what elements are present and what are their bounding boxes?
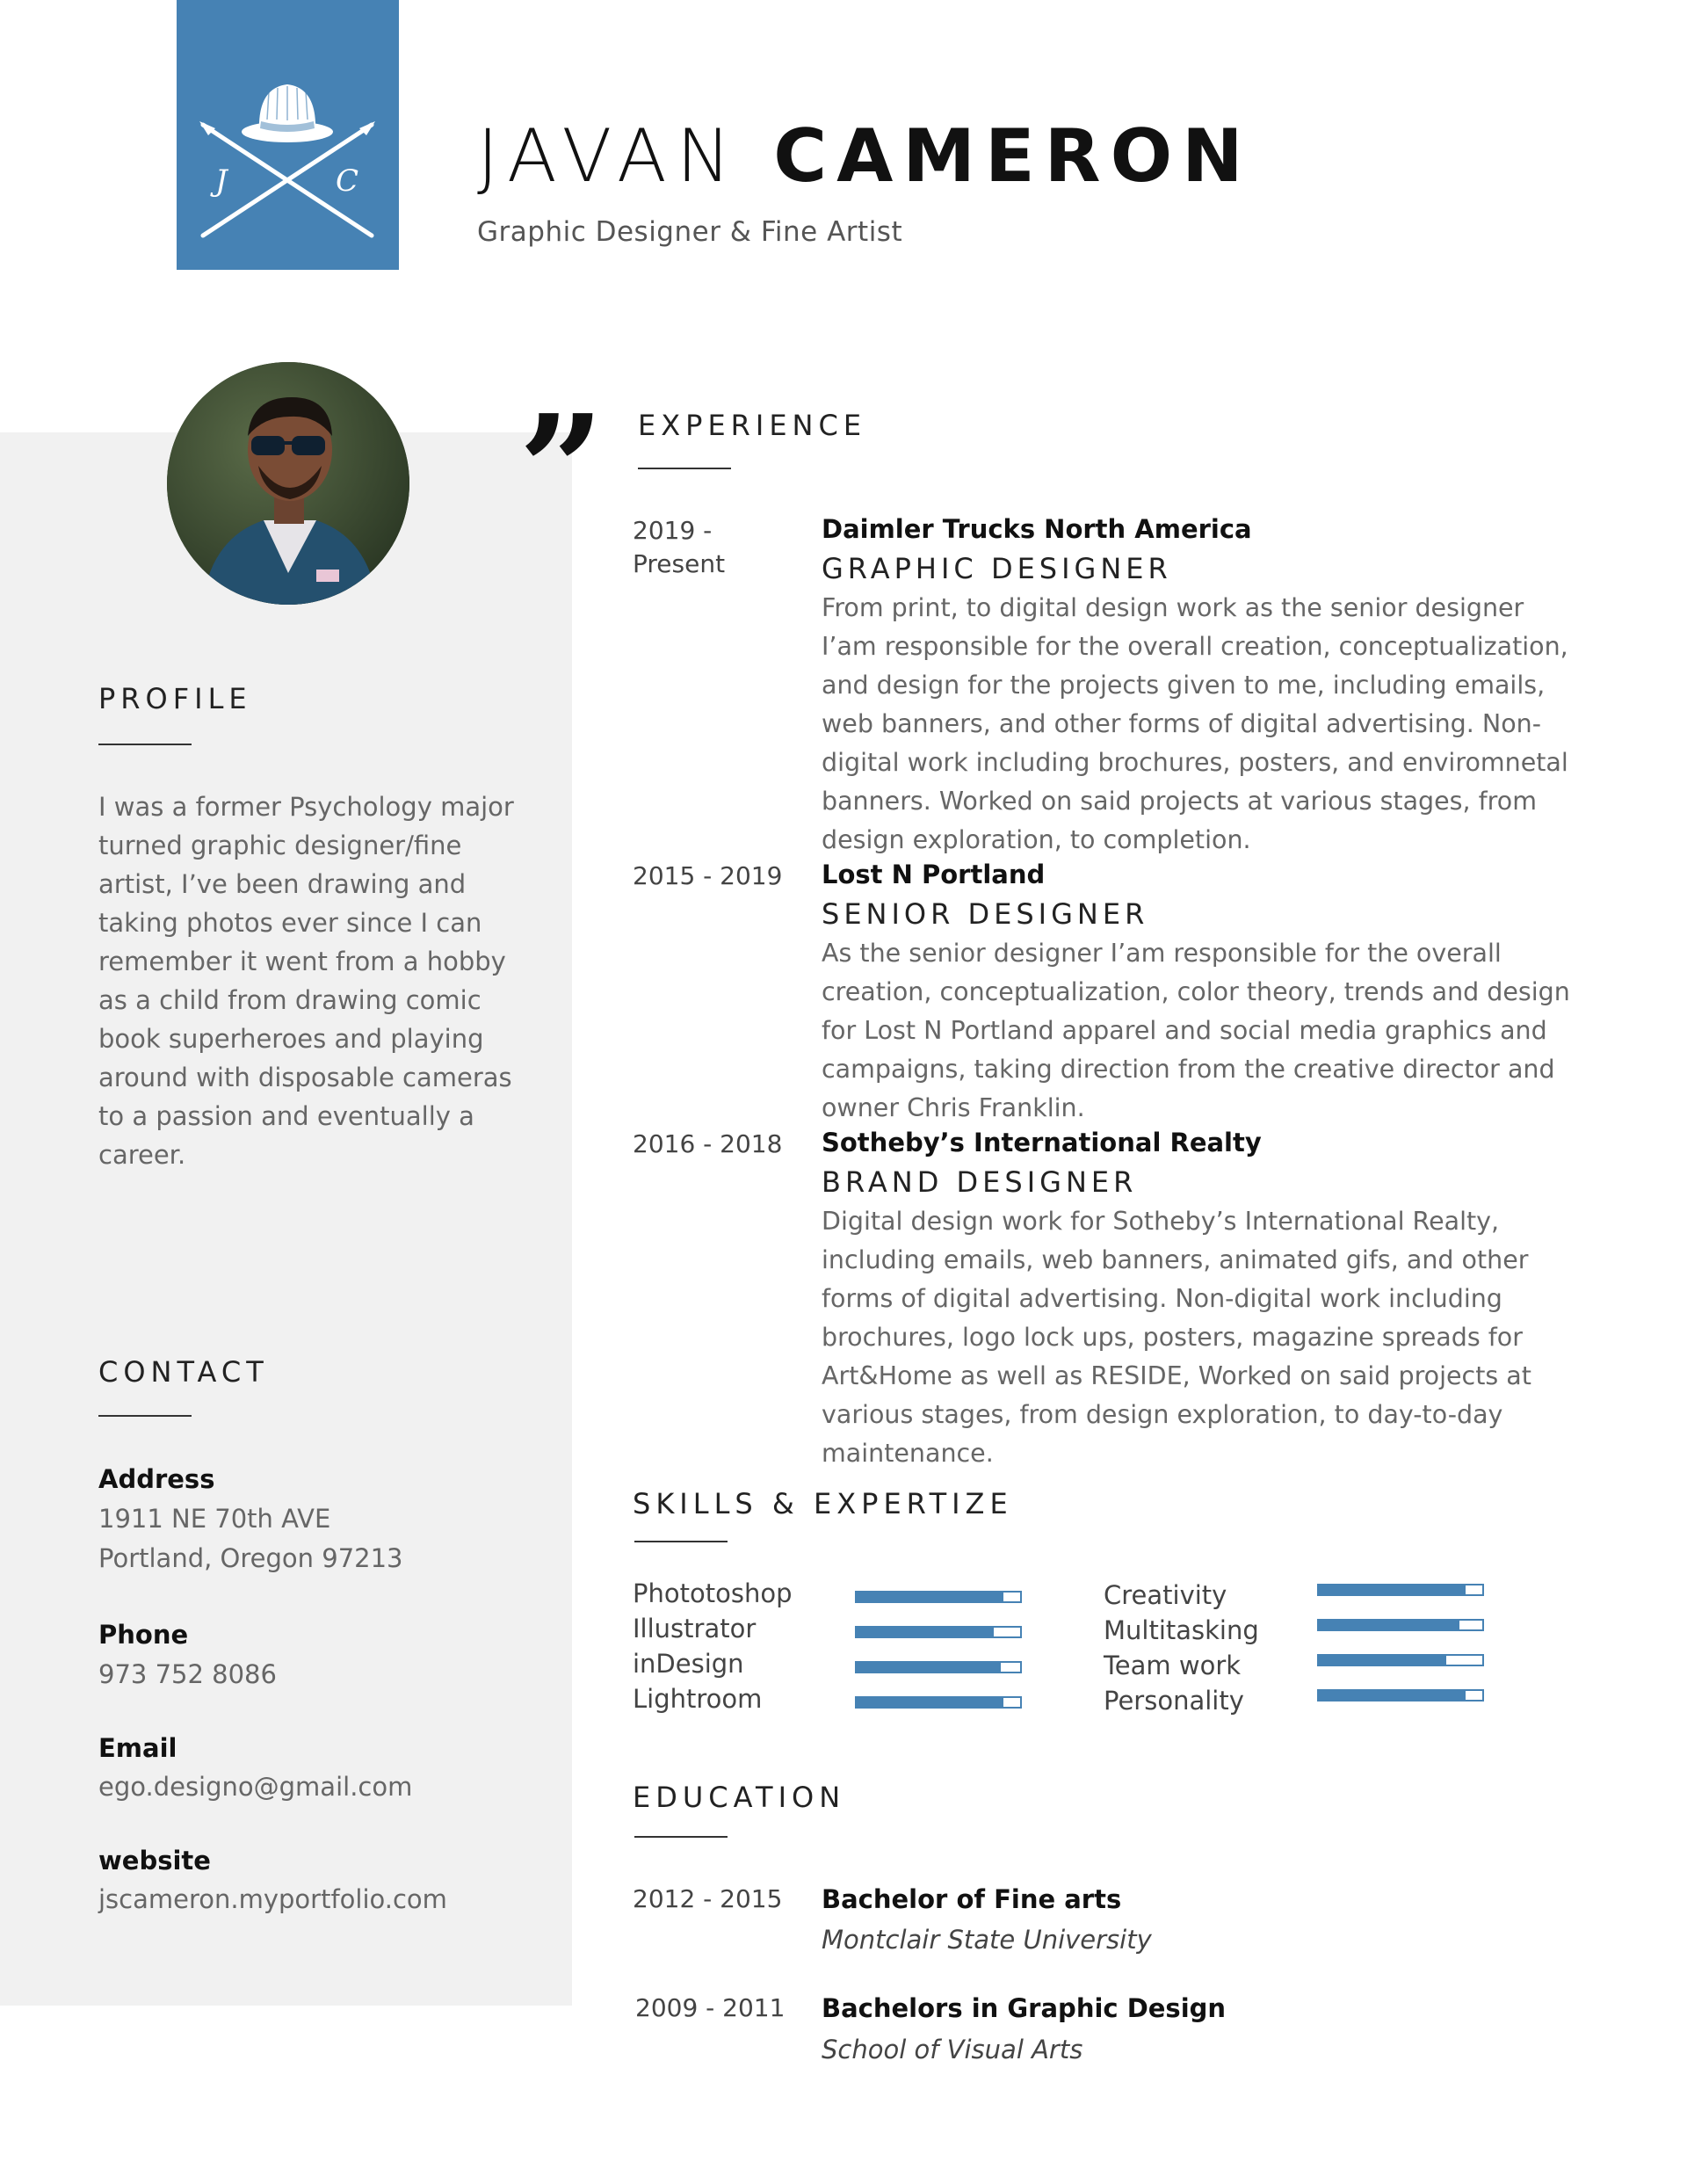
skill-level-bar xyxy=(855,1591,1022,1603)
address-line1: 1911 NE 70th AVE xyxy=(98,1504,331,1534)
exp-description: As the senior designer I’am responsible for the overall creation, conceptualization, color theory, trends and design for Lost N Portland apparel and social media graphics and campaigns, taking direction from the creative director and owner Chris Franklin. xyxy=(822,939,1570,1122)
skills-title: SKILLS & EXPERTIZE xyxy=(633,1487,1013,1520)
skill-name: Team work xyxy=(1104,1651,1242,1680)
website-label: website xyxy=(98,1846,211,1876)
exp-role: BRAND DESIGNER xyxy=(822,1165,1138,1199)
skill-name: Creativity xyxy=(1104,1580,1227,1610)
skill-name: Illustrator xyxy=(633,1614,757,1643)
address-label: Address xyxy=(98,1464,215,1494)
exp-description: From print, to digital design work as the senior designer I’am responsible for the overall creation, conceptualization, and design for the projects given to me, including emails, web banners, and other forms of digital advertising. Non-digital work including brochures, posters, and enviromnetal banners. Worked on said projects at various stages, from design exploration, to completion. xyxy=(822,593,1568,854)
skill-name: Phototoshop xyxy=(633,1578,793,1608)
exp-company: Lost N Portland xyxy=(822,860,1046,889)
address-line2: Portland, Oregon 97213 xyxy=(98,1543,403,1573)
phone-label: Phone xyxy=(98,1620,189,1650)
email-label: Email xyxy=(98,1733,177,1763)
skills-divider xyxy=(634,1541,728,1542)
profile-title: PROFILE xyxy=(98,682,252,715)
skill-fill xyxy=(857,1663,1001,1672)
first-name: JAVAN xyxy=(477,113,741,199)
exp-role: SENIOR DESIGNER xyxy=(822,897,1149,931)
exp-description: Digital design work for Sotheby’s International Realty, including emails, web banners, animated gifs, and other forms of digital advertising. Non-digital work including brochures, logo lock ups, posters, magazine spreads for Art&Home as well as RESIDE, Worked on said projects at various stages, from design exploration, to day-to-day maintenance. xyxy=(822,1207,1531,1468)
exp-date xyxy=(633,514,725,581)
email-link[interactable]: ego.designo@gmail.com xyxy=(98,1772,413,1802)
portrait-photo xyxy=(167,362,409,605)
skill-name: inDesign xyxy=(633,1649,744,1679)
skill-level-bar xyxy=(855,1696,1022,1709)
profile-divider xyxy=(98,744,192,745)
exp-role: GRAPHIC DESIGNER xyxy=(822,552,1172,585)
exp-company: Sotheby’s International Realty xyxy=(822,1128,1262,1157)
logo-initial-c: C xyxy=(336,163,359,199)
skill-level-bar xyxy=(855,1626,1022,1638)
experience-divider xyxy=(638,468,731,469)
skill-level-bar xyxy=(1317,1619,1484,1631)
edu-degree: Bachelor of Fine arts xyxy=(822,1884,1122,1914)
skill-name: Personality xyxy=(1104,1686,1244,1716)
contact-title: CONTACT xyxy=(98,1355,269,1389)
skill-level-bar xyxy=(855,1661,1022,1673)
quote-icon: ” xyxy=(518,382,605,558)
skill-fill xyxy=(857,1628,994,1636)
skill-name: Lightroom xyxy=(633,1684,763,1714)
candidate-name xyxy=(477,113,1253,199)
exp-date-line1: 2019 - xyxy=(633,516,713,545)
skill-name: Multitasking xyxy=(1104,1615,1259,1645)
last-name: CAMERON xyxy=(773,113,1253,199)
experience-title: EXPERIENCE xyxy=(638,409,867,442)
profile-text: I was a former Psychology major turned graphic designer/fine artist, I’ve been drawing and taking photos ever since I can remember it went from a hobby as a child from drawing comic book superheroes and playing around with disposable cameras to a passion and eventually a career. xyxy=(98,792,514,1170)
exp-company: Daimler Trucks North America xyxy=(822,514,1252,544)
exp-date-line2: Present xyxy=(633,549,726,578)
skill-fill xyxy=(857,1593,1003,1601)
exp-date: 2015 - 2019 xyxy=(633,861,783,890)
education-title: EDUCATION xyxy=(633,1781,846,1814)
skill-fill xyxy=(1319,1691,1466,1700)
edu-school: Montclair State University xyxy=(822,1925,1152,1955)
phone-value: 973 752 8086 xyxy=(98,1659,277,1689)
skill-fill xyxy=(857,1698,1003,1707)
avatar xyxy=(167,362,409,605)
hat-crossed-brushes-icon xyxy=(177,0,399,270)
skill-fill xyxy=(1319,1656,1446,1665)
contact-divider xyxy=(98,1415,192,1417)
education-divider xyxy=(634,1836,728,1838)
skill-fill xyxy=(1319,1585,1466,1594)
skill-level-bar xyxy=(1317,1584,1484,1596)
website-link[interactable]: jscameron.myportfolio.com xyxy=(98,1884,447,1914)
logo xyxy=(177,0,399,270)
exp-date: 2016 - 2018 xyxy=(633,1129,783,1158)
edu-degree: Bachelors in Graphic Design xyxy=(822,1993,1227,2023)
job-title: Graphic Designer & Fine Artist xyxy=(477,216,903,248)
skill-level-bar xyxy=(1317,1689,1484,1701)
skill-fill xyxy=(1319,1621,1459,1629)
edu-school: School of Visual Arts xyxy=(822,2035,1083,2064)
edu-date: 2009 - 2011 xyxy=(635,1993,786,2022)
skill-level-bar xyxy=(1317,1654,1484,1666)
logo-initial-j: J xyxy=(215,163,228,199)
edu-date: 2012 - 2015 xyxy=(633,1884,783,1913)
